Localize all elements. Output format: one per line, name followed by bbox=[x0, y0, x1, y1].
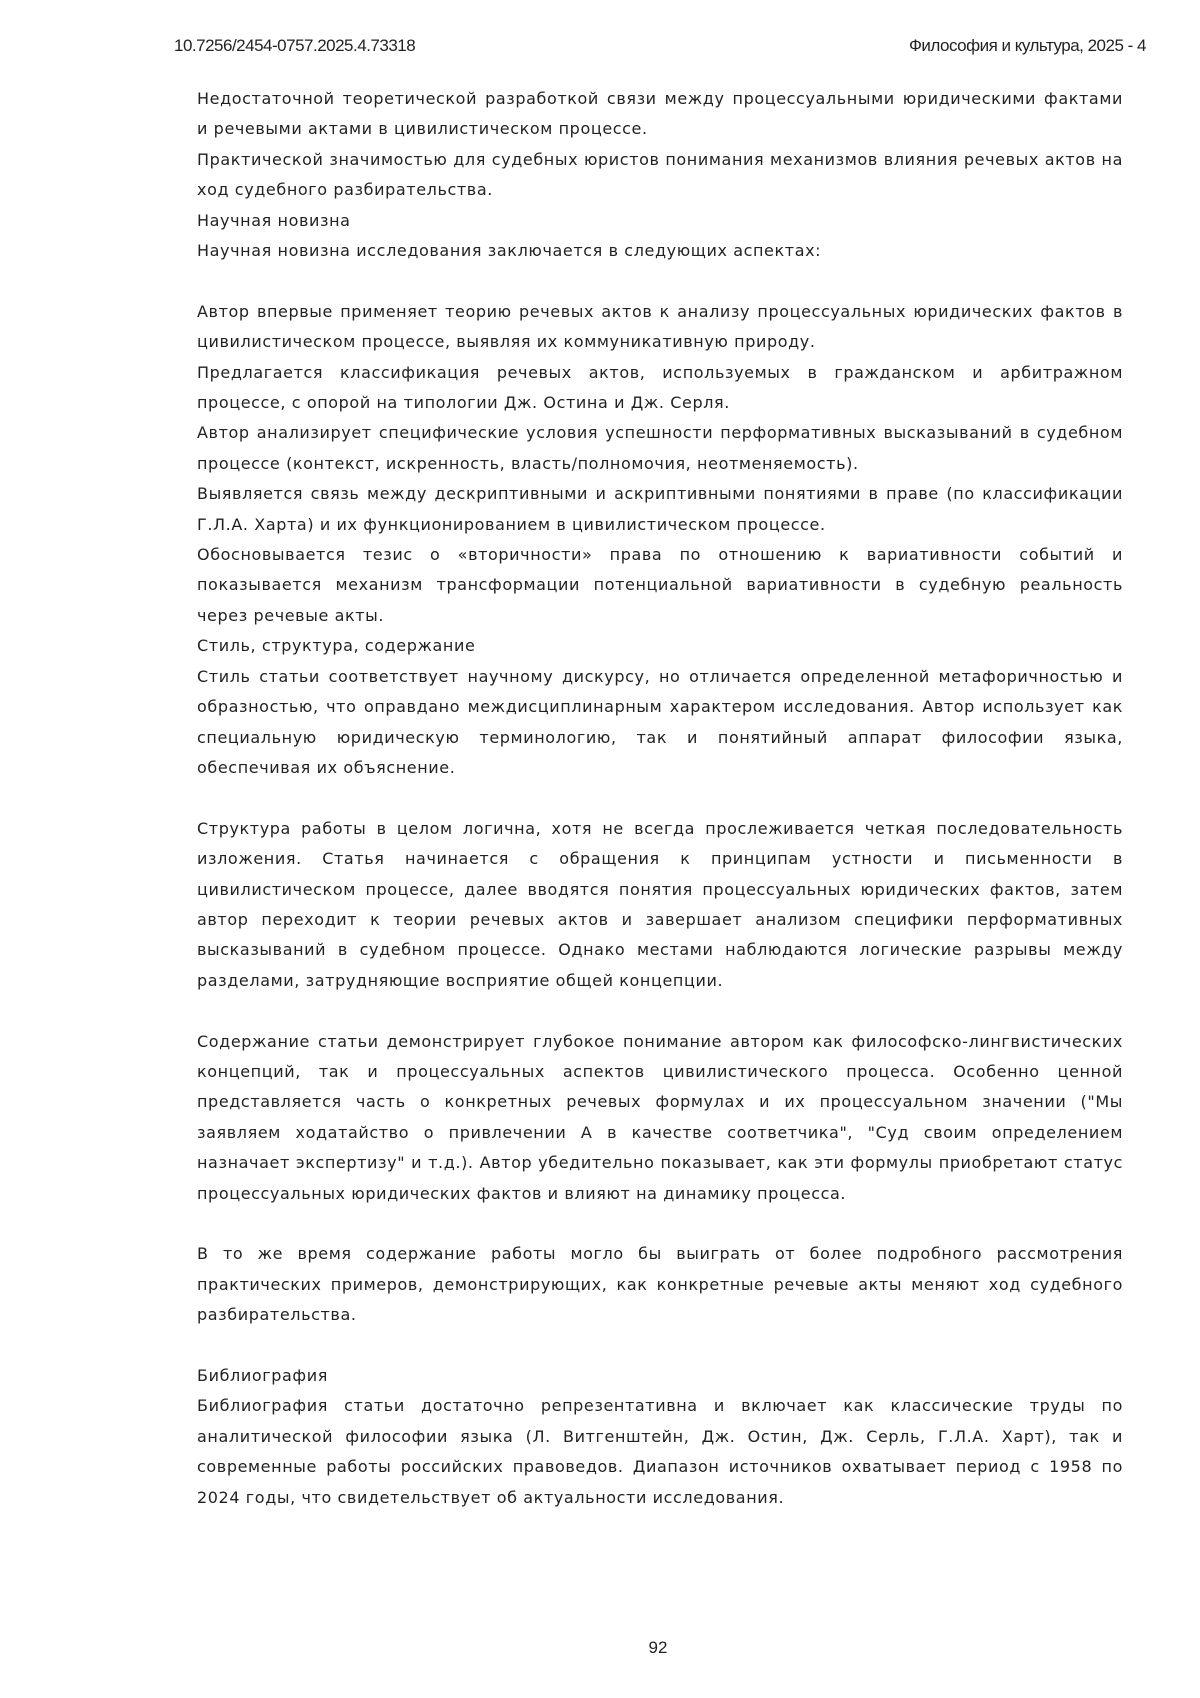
section-heading-novelty: Научная новизна bbox=[197, 210, 351, 230]
paragraph: Содержание статьи демонстрирует глубокое понимание автором как философско-лингвистических концепций, так и процессуальных аспектов цивилистического процесса. Особенно ценной представляется часть о конкретных речевых формулах и их процессуальном значении ("Мы заявляем ходатайство о привлечении А в качестве соответчика", "Суд своим определением назначает экспертизу" и т.д.). Автор убедительно показывает, как эти формулы приобретают статус процессуальных юридических фактов и влияют на динамику процесса. bbox=[197, 1031, 1123, 1203]
article-body bbox=[197, 84, 1123, 1513]
paragraph: Научная новизна исследования заключается в следующих аспектах: bbox=[197, 241, 822, 261]
paragraph: Стиль статьи соответствует научному дискурсу, но отличается определенной метафоричностью и образностью, что оправдано междисциплинарным характером исследования. Автор использует как специальную юридическую терминологию, так и понятийный аппарат философии языка, обеспечивая их объяснение. bbox=[197, 666, 1123, 777]
section-heading-style: Стиль, структура, содержание bbox=[197, 636, 476, 656]
page-number: 92 bbox=[648, 1638, 668, 1657]
journal-issue: Философия и культура, 2025 - 4 bbox=[909, 36, 1146, 55]
doi-identifier: 10.7256/2454-0757.2025.4.73318 bbox=[174, 36, 416, 55]
paragraph: Предлагается классификация речевых актов, используемых в гражданском и арбитражном процессе, с опорой на типологии Дж. Остина и Дж. Серля. bbox=[197, 362, 1123, 413]
paragraph: Выявляется связь между дескриптивными и аскриптивными понятиями в праве (по классификации Г.Л.А. Харта) и их функционированием в цивилистическом процессе. bbox=[197, 484, 1123, 534]
section-heading-bibliography: Библиография bbox=[197, 1365, 328, 1385]
paragraph: Недостаточной теоретической разработкой связи между процессуальными юридическими фактами и речевыми актами в цивилистическом процессе. bbox=[197, 89, 1123, 139]
paragraph: В то же время содержание работы могло бы выиграть от более подробного рассмотрения практических примеров, демонстрирующих, как конкретные речевые акты меняют ход судебного разбирательства. bbox=[197, 1244, 1123, 1325]
paragraph: Автор впервые применяет теорию речевых актов к анализу процессуальных юридических фактов в цивилистическом процессе, выявляя их коммуникативную природу. bbox=[197, 301, 1123, 352]
paragraph: Структура работы в целом логична, хотя не всегда прослеживается четкая последовательность изложения. Статья начинается с обращения к принципам устности и письменности в цивилистическом процессе, далее вводятся понятия процессуальных юридических фактов, затем автор переходит к теории речевых актов и завершает анализом специфики перформативных высказываний в судебном процессе. Однако местами наблюдаются логические разрывы между разделами, затрудняющие восприятие общей концепции. bbox=[197, 818, 1123, 990]
page-header bbox=[174, 36, 1146, 60]
paragraph: Автор анализирует специфические условия успешности перформативных высказываний в судебном процессе (контекст, искренность, власть/полномочия, неотменяемость). bbox=[197, 423, 1123, 473]
paragraph: Обосновывается тезис о «вторичности» права по отношению к вариативности событий и показывается механизм трансформации потенциальной вариативности в судебную реальность через речевые акты. bbox=[197, 545, 1123, 625]
paragraph: Практической значимостью для судебных юристов понимания механизмов влияния речевых актов на ход судебного разбирательства. bbox=[197, 149, 1123, 200]
paragraph: Библиография статьи достаточно репрезентативна и включает как классические труды по аналитической философии языка (Л. Витгенштейн, Дж. Остин, Дж. Серль, Г.Л.А. Харт), так и современные работы российских правоведов. Диапазон источников охватывает период с 1958 по 2024 годы, что свидетельствует об актуальности исследования. bbox=[197, 1396, 1123, 1507]
